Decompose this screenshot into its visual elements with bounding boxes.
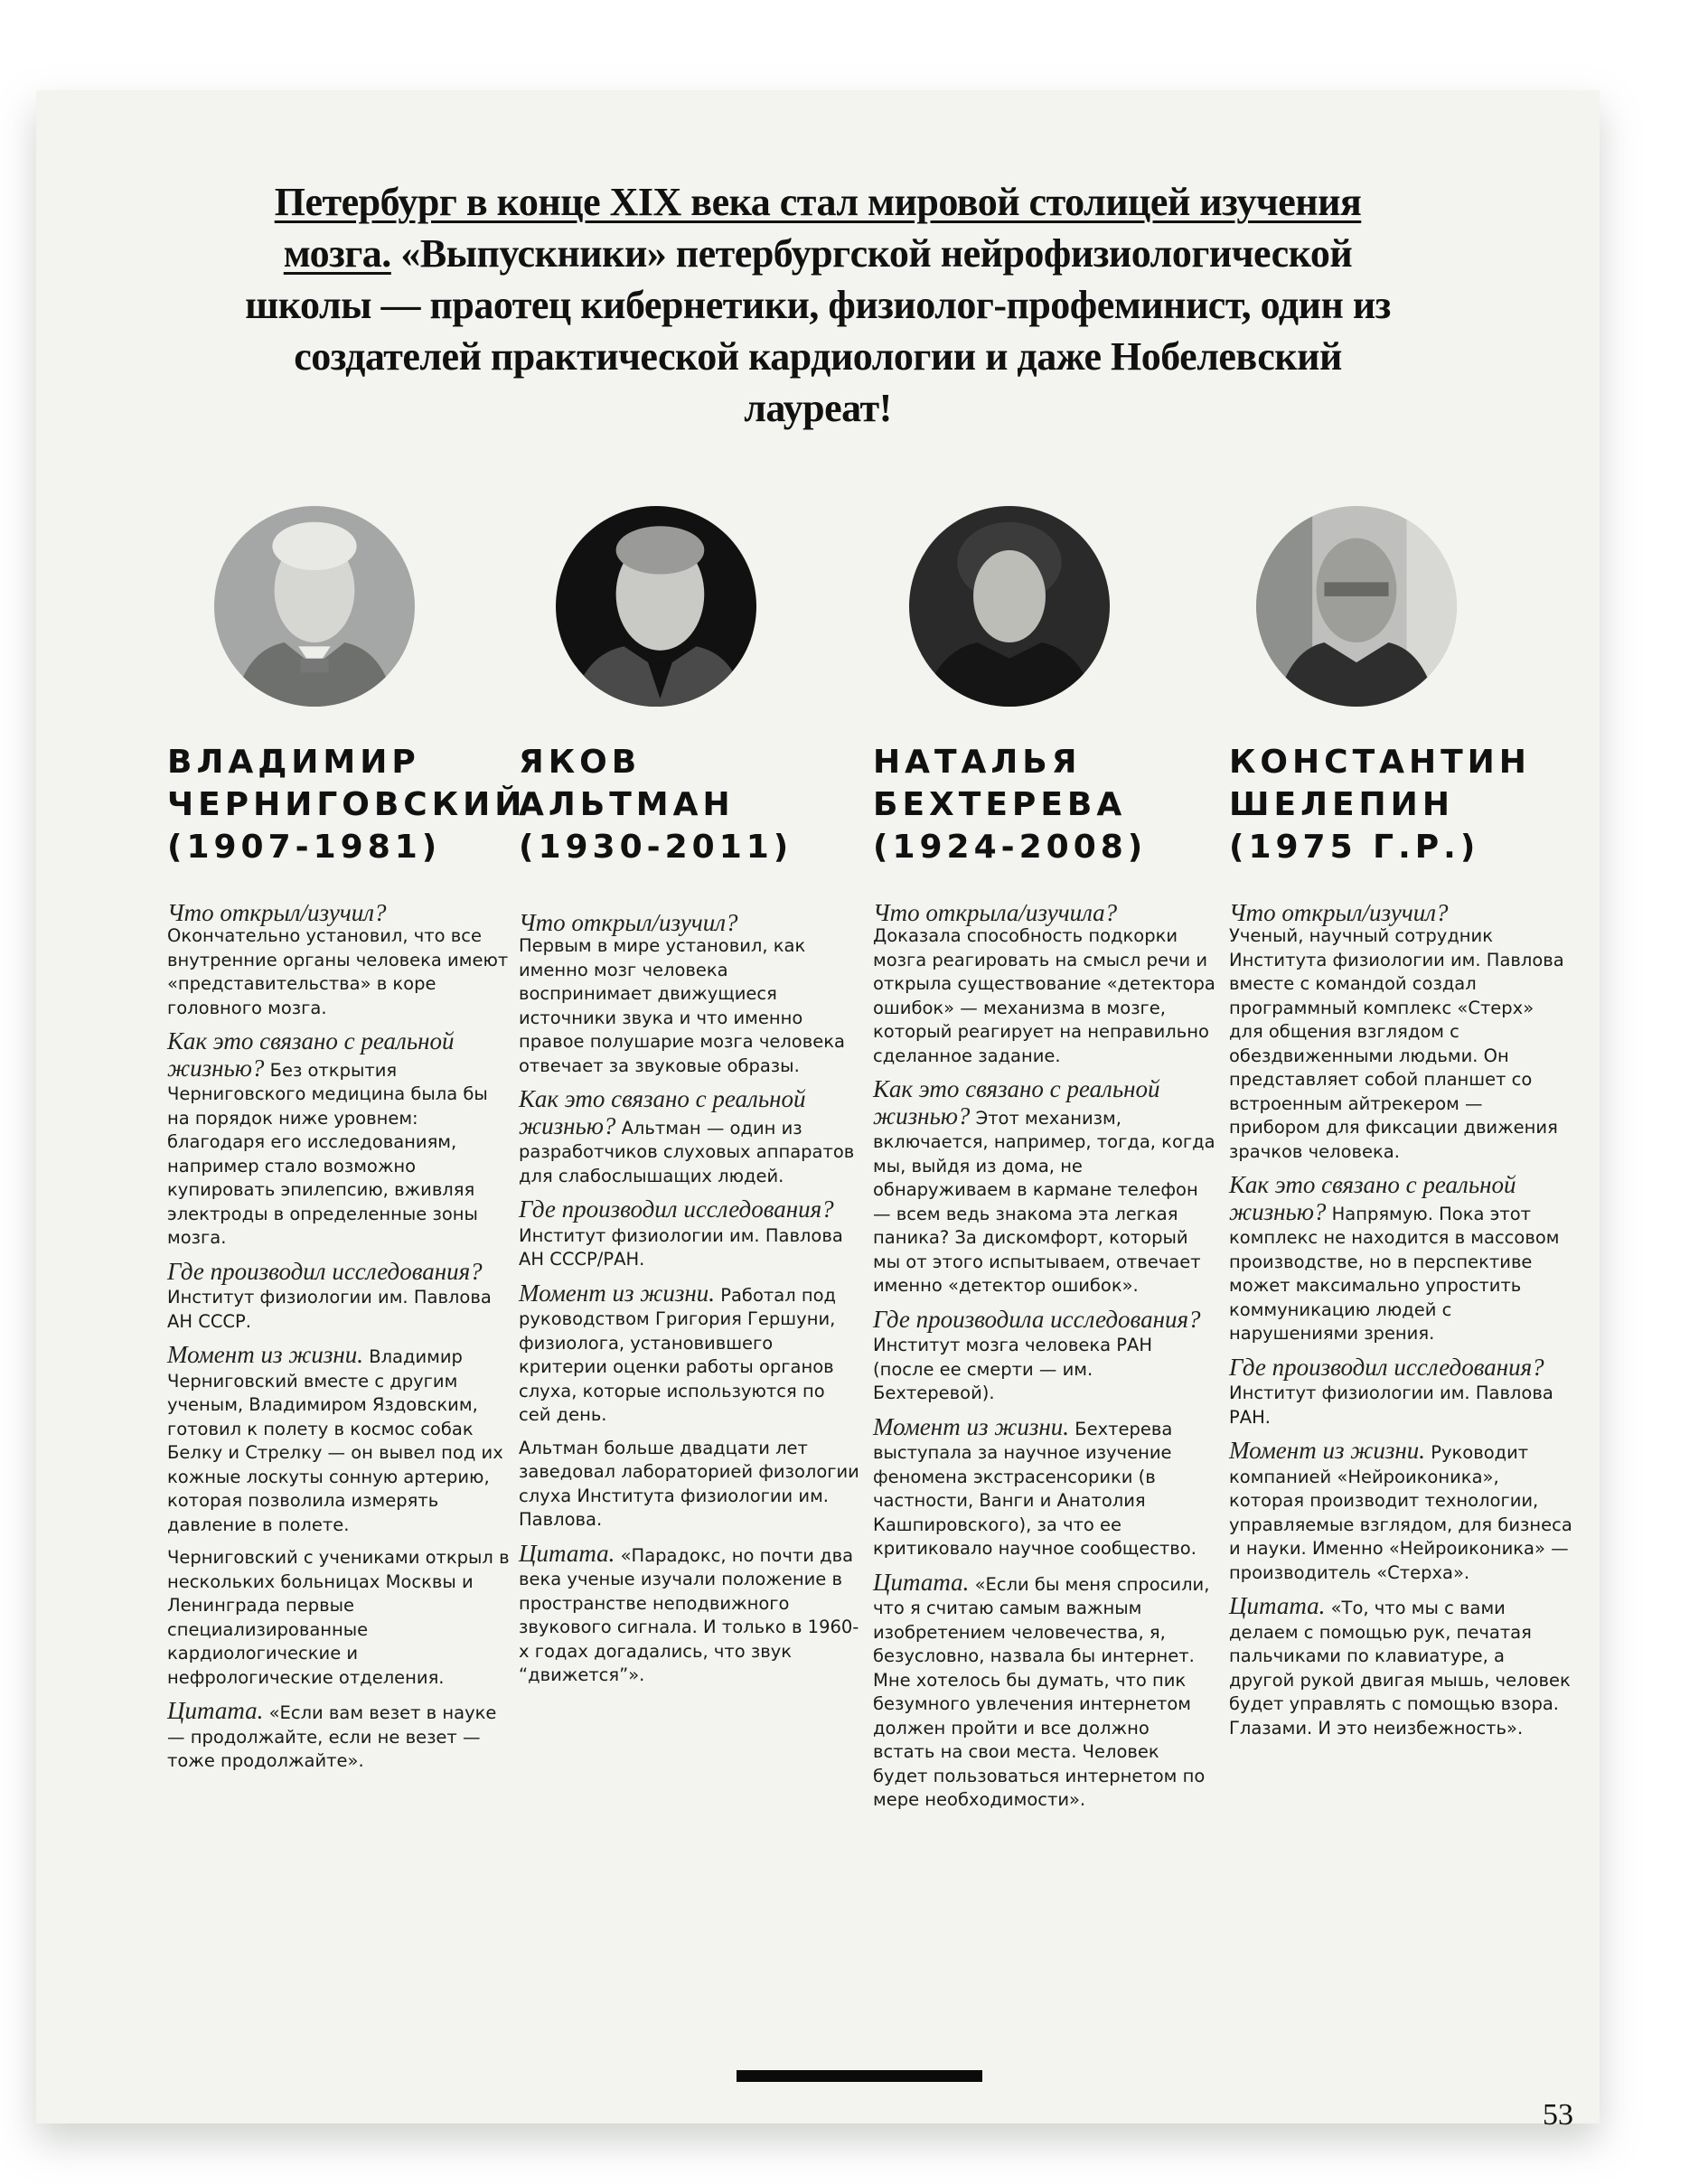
section-question: Цитата.	[167, 1697, 264, 1724]
section-text: Институт мозга человека РАН (после ее смерти — им. Бехтеревой).	[873, 1335, 1153, 1403]
section-text: Работал под руководством Григория Гершуни, физиолога, установившего критерии оценки работы органов слуха, которые используются по сей день.	[519, 1284, 837, 1425]
section-text: Напрямую. Пока этот комплекс не находится в массовом производстве, но в перспективе может максимально упростить коммуникацию людей с нарушениями зрения.	[1229, 1203, 1560, 1344]
profile-section	[167, 1029, 511, 1251]
section-question: Цитата.	[1229, 1592, 1326, 1619]
profile-section	[873, 1305, 1216, 1406]
name-first: НАТАЛЬЯ	[873, 744, 1082, 781]
profile-section	[167, 901, 511, 1020]
profile-section	[167, 1343, 511, 1537]
name-years: (1907-1981)	[167, 829, 442, 866]
section-question: Что открыла/изучила?	[873, 899, 1118, 926]
section-text: Ученый, научный сотрудник Института физиологии им. Павлова вместе с командой создал программный комплекс «Стерх» для общения взглядом с обездвиженными людьми. Он представляет собой планшет со встроенным айтрекером — прибором для фиксации движения зрачков человека.	[1229, 925, 1564, 1162]
portrait-bekhtereva	[909, 506, 1110, 707]
name-years: (1930-2011)	[519, 829, 793, 866]
person-name	[167, 741, 527, 868]
profile-section	[873, 1412, 1216, 1561]
headline-rest: «Выпускники» петербургской нейрофизиологической школы — праотец кибернетики, физиолог-профеминист, один из создателей практической кардиологии и даже Нобелевский лауреат!	[245, 231, 1391, 430]
name-years: (1975 Г.Р.)	[1229, 829, 1480, 866]
portrait-altman	[556, 506, 756, 707]
section-question: Что открыл/изучил?	[1229, 899, 1449, 926]
section-question: Момент из жизни.	[873, 1412, 1070, 1440]
name-first: КОНСТАНТИН	[1229, 744, 1531, 781]
section-text: «Если вам везет в науке — продолжайте, если не везет — тоже продолжайте».	[167, 1702, 497, 1771]
section-question: Момент из жизни.	[519, 1279, 716, 1307]
profile-section	[519, 1281, 862, 1428]
profile-section	[873, 1077, 1216, 1298]
profile-section	[519, 911, 862, 1078]
section-question: Где производил исследования?	[519, 1195, 834, 1223]
magazine-page	[36, 90, 1600, 2132]
person-column-altman	[519, 741, 862, 1697]
name-full: ЯКОВ АЛЬТМАН	[519, 744, 735, 823]
person-name	[519, 741, 862, 868]
page-number: 53	[1543, 2098, 1573, 2132]
section-text: Руководит компанией «Нейроиконика», которая производит технологии, управляемые взглядом, для бизнеса и науки. Именно «Нейроиконика» — производитель «Стерха».	[1229, 1442, 1572, 1583]
profile-section	[519, 1087, 862, 1188]
profile-section	[1229, 1439, 1572, 1585]
section-text: Без открытия Черниговского медицина была бы на порядок ниже уровнем: благодаря его исследованиям, например стало возможно купировать эпилепсию, вживляя электроды в определенные зоны мозга.	[167, 1059, 488, 1248]
profile-section	[1229, 1173, 1572, 1346]
section-question: Что открыл/изучил?	[167, 899, 387, 926]
section-text: «Если бы меня спросили, что я считаю самым важным изобретением человечества, я, безусловно, назвала бы интернет. Мне хотелось бы думать, что пик безумного увлечения интернетом должен пройти и все должно встать на свои места. Человек будет пользоваться интернетом по мере необходимости».	[873, 1573, 1210, 1810]
section-question: Что открыл/изучил?	[519, 909, 738, 936]
section-text: Этот механизм, включается, например, тогда, когда мы, выйдя из дома, не обнаруживаем в кармане телефон — всем ведь знакома эта легкая паника? За дискомфорт, который мы от этого испытываем, отвечает именно «детектор ошибок».	[873, 1107, 1215, 1296]
name-last: ЧЕРНИГОВСКИЙ	[167, 786, 527, 823]
headline-underlined: Петербург в конце XIX века стал мировой столицей изучения мозга.	[274, 180, 1362, 276]
portrait-chernigovsky	[214, 506, 415, 707]
section-question: Как это связано с реальной жизнью?	[873, 1075, 1160, 1129]
section-text: Институт физиологии им. Павлова РАН.	[1229, 1383, 1553, 1428]
section-text: «Парадокс, но почти два века ученые изучали положение в пространстве неподвижного звукового сигнала. И только в 1960-х годах догадались, что звук “движется”».	[519, 1544, 859, 1685]
section-text: Институт физиологии им. Павлова АН СССР.	[167, 1287, 492, 1332]
decorative-rule	[737, 2070, 982, 2082]
section-question: Где производила исследования?	[873, 1305, 1201, 1333]
name-last: ШЕЛЕПИН	[1229, 786, 1454, 823]
section-question: Где производил исследования?	[167, 1257, 483, 1285]
person-column-bekhtereva	[873, 741, 1216, 1822]
section-text: Бехтерева выступала за научное изучение феномена экстрасенсорики (в частности, Ванги и Анатолия Кашпировского), за что ее критиковало научное сообщество.	[873, 1418, 1197, 1559]
profile-section	[873, 1570, 1216, 1813]
section-text: Институт физиологии им. Павлова АН СССР/РАН.	[519, 1224, 843, 1270]
name-years: (1924-2008)	[873, 829, 1148, 866]
profile-section	[167, 1546, 511, 1690]
person-column-shelepin	[1229, 741, 1572, 1749]
section-question: Цитата.	[873, 1568, 970, 1596]
section-text: Окончательно установил, что все внутренние органы человека имеют «представительства» в коре головного мозга.	[167, 925, 509, 1018]
section-question: Как это связано с реальной жизнью?	[1229, 1171, 1516, 1225]
section-text: Доказала способность подкорки мозга реагировать на смысл речи и открыла существование «детектора ошибок» — механизма в мозге, который реагирует на неправильно сделанное задание.	[873, 925, 1215, 1066]
section-text: Владимир Черниговский вместе с другим ученым, Владимиром Яздовским, готовил к полету в космос собак Белку и Стрелку — он вывел под их кожные лоскуты сонную артерию, которая позволила измерять давление в полете.	[167, 1346, 503, 1535]
profile-section	[873, 901, 1216, 1068]
headline	[244, 176, 1392, 434]
section-text: Альтман — один из разработчиков слуховых аппаратов для слабослышащих людей.	[519, 1117, 855, 1186]
section-question: Где производил исследования?	[1229, 1353, 1544, 1381]
portrait-shelepin	[1256, 506, 1457, 707]
section-text: «То, что мы с вами делаем с помощью рук, печатая пальчиками по клавиатуре, а другой рукой двигая мышь, человек будет управлять с помощью взора. Глазами. И это неизбежность».	[1229, 1598, 1571, 1739]
person-name	[873, 741, 1216, 868]
person-column-chernigovsky	[167, 741, 527, 1783]
profile-section	[1229, 1594, 1572, 1740]
profile-section	[167, 1699, 511, 1774]
section-question: Цитата.	[519, 1539, 615, 1567]
profile-section	[519, 1539, 862, 1688]
profile-section	[519, 1197, 862, 1272]
name-first: ВЛАДИМИР	[167, 744, 420, 781]
profile-section	[1229, 901, 1572, 1164]
profile-section	[167, 1257, 511, 1335]
section-text: Черниговский с учениками открыл в нескольких больницах Москвы и Ленинграда первые специализированные кардиологические и нефрологические отделения.	[167, 1547, 510, 1688]
section-question: Момент из жизни.	[167, 1341, 364, 1368]
name-last: БЕХТЕРЕВА	[873, 786, 1127, 823]
profile-section	[519, 1437, 862, 1533]
profile-section	[1229, 1355, 1572, 1430]
section-question: Как это связано с реальной жизнью?	[167, 1027, 455, 1082]
section-text: Первым в мире установил, как именно мозг человека воспринимает движущиеся источники звука и что именно правое полушарие мозга человека отвечает за звуковые образы.	[519, 935, 845, 1076]
section-text: Альтман больше двадцати лет заведовал лабораторией физологии слуха Института физиологии им. Павлова.	[519, 1437, 859, 1530]
section-question: Как это связано с реальной жизнью?	[519, 1085, 806, 1139]
section-question: Момент из жизни.	[1229, 1437, 1426, 1464]
person-name	[1229, 741, 1572, 868]
